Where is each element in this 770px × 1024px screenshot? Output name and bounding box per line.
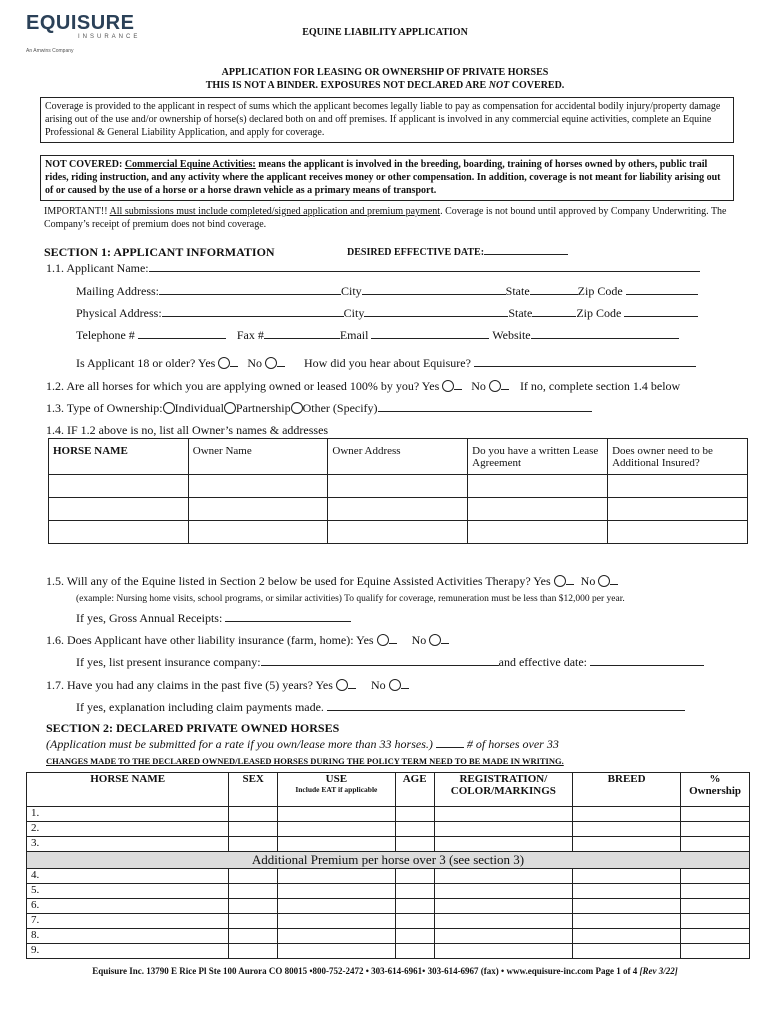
q1-7-row: 1.7. Have you had any claims in the past five (5) years? Yes No <box>46 678 409 693</box>
table-row[interactable]: 5. <box>27 884 750 899</box>
receipts-row: If yes, Gross Annual Receipts: <box>76 611 351 626</box>
mailing-state-field[interactable] <box>530 294 578 295</box>
owners-table-header <box>49 439 748 475</box>
other-ins-no-radio[interactable] <box>429 634 441 646</box>
effective-date-label: DESIRED EFFECTIVE DATE: <box>347 247 568 258</box>
owners-header-insured: Does owner need to be Additional Insured? <box>608 439 748 475</box>
horses-table-header <box>27 773 750 807</box>
table-row[interactable]: 6. <box>27 899 750 914</box>
table-row[interactable]: 1. <box>27 807 750 822</box>
section-1-title: SECTION 1: APPLICANT INFORMATION <box>44 245 275 259</box>
other-ins-yes-radio[interactable] <box>377 634 389 646</box>
header-registration: REGISTRATION/ COLOR/MARKINGS <box>434 773 573 807</box>
partnership-radio[interactable] <box>224 402 236 414</box>
table-row[interactable]: 2. <box>27 822 750 837</box>
header-age: AGE <box>395 773 434 807</box>
equisure-logo: EQUISURE <box>26 12 135 34</box>
age-no-radio[interactable] <box>265 357 277 369</box>
horses-table <box>26 772 750 959</box>
table-row[interactable]: 9. <box>27 944 750 959</box>
owners-header-horse: HORSE NAME <box>49 439 189 475</box>
header-horse-name: HORSE NAME <box>27 773 229 807</box>
footer: Equisure Inc. 13790 E Rice Pl Ste 100 Aurora CO 80015 •800-752-2472 • 303-614-6961• 303-614-6967 (fax) • www.equisure-inc.com Page 1 of 4 [Rev 3/22] <box>92 966 678 976</box>
mailing-city-field[interactable] <box>362 294 506 295</box>
logo-tagline: An Amwins Company <box>26 48 74 54</box>
q1-4-label: 1.4. IF 1.2 above is no, list all Owner’s names & addresses <box>46 423 329 437</box>
important-note: IMPORTANT!! All submissions must include completed/signed application and premium payment. Coverage is not bound until approved by Company Underwriting. The Company’s receipt of premium does not bind coverage. <box>44 206 727 230</box>
physical-city-field[interactable] <box>364 316 508 317</box>
claims-no-radio[interactable] <box>389 679 401 691</box>
fax-field[interactable] <box>264 338 340 339</box>
physical-zip-field[interactable] <box>624 316 698 317</box>
owned-no-radio[interactable] <box>489 380 501 392</box>
age-row: Is Applicant 18 or older? Yes No How did you hear about Equisure? <box>76 356 696 371</box>
gross-receipts-field[interactable] <box>225 621 351 622</box>
subtitle-1: APPLICATION FOR LEASING OR OWNERSHIP OF PRIVATE HORSES <box>221 67 549 78</box>
owners-header-address: Owner Address <box>328 439 468 475</box>
eat-no-radio[interactable] <box>598 575 610 587</box>
effective-date-field[interactable] <box>484 254 568 255</box>
q1-7-expl-row: If yes, explanation including claim payments made. <box>76 700 685 715</box>
eat-yes-radio[interactable] <box>554 575 566 587</box>
section-2-title: SECTION 2: DECLARED PRIVATE OWNED HORSES <box>46 721 340 735</box>
other-specify-field[interactable] <box>378 411 592 412</box>
table-row[interactable]: 3. <box>27 837 750 852</box>
q1-5-row: 1.5. Will any of the Equine listed in Section 2 below be used for Equine Assisted Activities Therapy? Yes No <box>46 574 618 589</box>
changes-notice: CHANGES MADE TO THE DECLARED OWNED/LEASED HORSES DURING THE POLICY TERM NEED TO BE MADE IN WRITING. <box>46 756 564 766</box>
header-use: USE Include EAT if applicable <box>278 773 396 807</box>
header-sex: SEX <box>229 773 278 807</box>
claims-explanation-field[interactable] <box>327 710 685 711</box>
owned-yes-radio[interactable] <box>442 380 454 392</box>
physical-address-field[interactable] <box>162 316 344 317</box>
table-row[interactable]: 8. <box>27 929 750 944</box>
website-field[interactable] <box>531 338 679 339</box>
q1-2-row: 1.2. Are all horses for which you are applying owned or leased 100% by you? Yes No If no, complete section 1.4 below <box>46 379 681 393</box>
hear-about-field[interactable] <box>474 366 696 367</box>
table-row[interactable] <box>49 498 748 521</box>
table-row[interactable]: 4. <box>27 869 750 884</box>
q1-6-list-row: If yes, list present insurance company: and effective date: <box>76 655 704 670</box>
owners-header-owner: Owner Name <box>188 439 328 475</box>
physical-state-field[interactable] <box>532 316 576 317</box>
age-yes-radio[interactable] <box>218 357 230 369</box>
insurance-company-field[interactable] <box>261 665 499 666</box>
table-row[interactable]: 7. <box>27 914 750 929</box>
applicant-name-field[interactable] <box>149 271 700 272</box>
physical-row: Physical Address: City State Zip Code <box>76 306 698 321</box>
owners-table <box>48 438 748 544</box>
table-row[interactable] <box>49 475 748 498</box>
mailing-row: Mailing Address: City State Zip Code <box>76 284 698 299</box>
claims-yes-radio[interactable] <box>336 679 348 691</box>
section-2-note: (Application must be submitted for a rate if you own/lease more than 33 horses.) # of horses over 33 <box>46 737 559 751</box>
owners-header-lease: Do you have a written Lease Agreement <box>468 439 608 475</box>
contact-row: Telephone # Fax # Email Website <box>76 328 679 343</box>
coverage-box: Coverage is provided to the applicant in respect of sums which the applicant becomes legally liable to pay as compensation for accidental bodily injury/property damage arising out of the use and/or ownership of horse(s) declared both on and off premises. If applicant is involved in any commercial equine activities, complete an Equine Professional & General Liability Application, and apply for coverage. <box>40 97 734 143</box>
telephone-field[interactable] <box>138 338 226 339</box>
insurance-date-field[interactable] <box>590 665 704 666</box>
horses-over-33-field[interactable] <box>436 747 464 748</box>
email-field[interactable] <box>371 338 489 339</box>
header-ownership: % Ownership <box>681 773 750 807</box>
q1-5-example: (example: Nursing home visits, school programs, or similar activities) To qualify for coverage, remuneration must be less than $12,000 per year. <box>76 594 625 604</box>
table-row[interactable] <box>49 521 748 544</box>
other-radio[interactable] <box>291 402 303 414</box>
mailing-zip-field[interactable] <box>626 294 698 295</box>
individual-radio[interactable] <box>163 402 175 414</box>
header-breed: BREED <box>573 773 681 807</box>
document-title: EQUINE LIABILITY APPLICATION <box>302 27 468 38</box>
q1-3-row: 1.3. Type of Ownership: Individual Partnership Other (Specify) <box>46 401 592 416</box>
mailing-address-field[interactable] <box>159 294 341 295</box>
q1-6-row: 1.6. Does Applicant have other liability insurance (farm, home): Yes No <box>46 633 449 648</box>
logo-subtitle: INSURANCE <box>78 34 141 40</box>
not-covered-box: NOT COVERED: Commercial Equine Activities: means the applicant is involved in the breeding, boarding, training of horses owned by others, public trail rides, riding instruction, and any activity where the applicant receives money or other compensation. In addition, coverage is not meant for liability arising out of or caused by the use of a horse or a horse drawn vehicle as a primary means of transport. <box>40 155 734 201</box>
applicant-name-row: 1.1. Applicant Name: <box>46 261 700 276</box>
subtitle-2: THIS IS NOT A BINDER. EXPOSURES NOT DECLARED ARE NOT COVERED. <box>205 80 565 91</box>
additional-premium-row: Additional Premium per horse over 3 (see section 3) <box>27 852 750 869</box>
